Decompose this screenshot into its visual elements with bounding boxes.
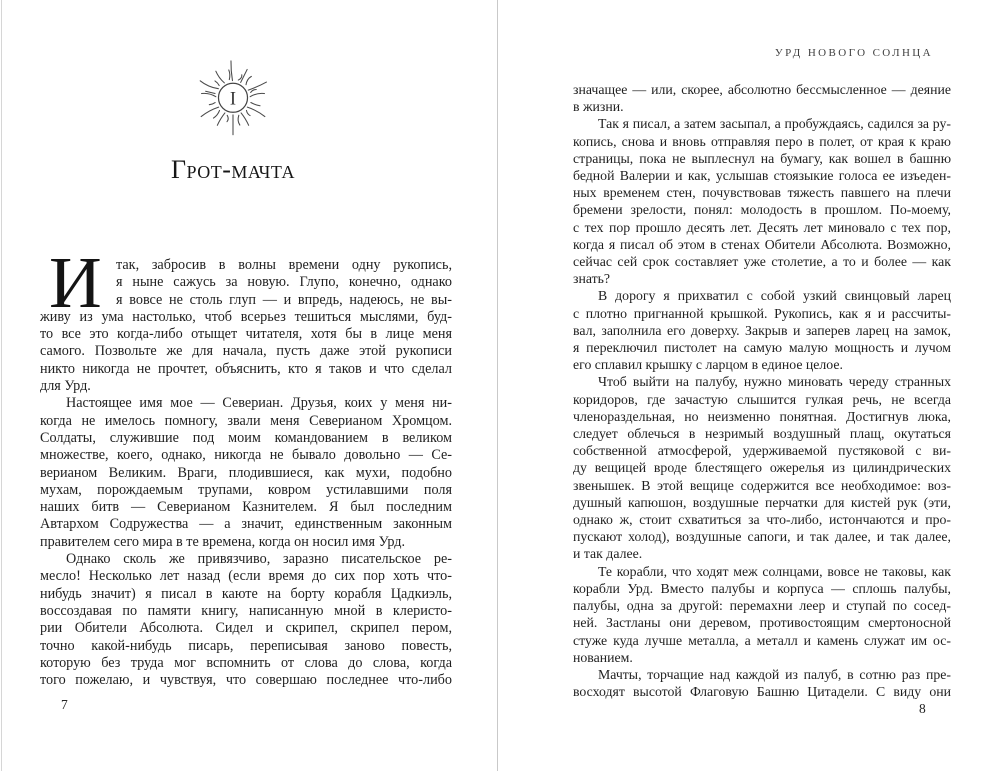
text-line: членораздельная, но неизменно понятная. Достигнув люка, (573, 408, 951, 424)
paragraph (40, 395, 452, 551)
chapter-title: Грот-мачта (171, 155, 295, 184)
text-line: следует облечься в незримый воздушный плащ, окутаться (573, 426, 951, 442)
text-line: копись, снова и вновь отправляя перо в полет, от края к краю (573, 133, 951, 149)
paragraph (573, 666, 951, 700)
text-line: того пожелаю, и чувствуя, что совершаю последнее что-либо (40, 672, 452, 689)
page-number-left: 7 (61, 697, 68, 712)
text-line: для Урд. (40, 378, 91, 395)
text-line: Солдаты, служившие под моим командованием в великом (40, 429, 452, 446)
right-page-text (573, 81, 951, 700)
text-line: Настоящее имя мое — Севериан. Друзья, коих у меня ни- (66, 395, 452, 412)
text-line: я вовсе не столь глуп — и впредь, надеюсь, не вы- (116, 291, 452, 308)
text-line: сейчас сей срок составляет уже столетие, а то и более — как (573, 254, 951, 270)
paragraph (573, 115, 951, 287)
running-header: УРД НОВОГО СОЛНЦА (774, 47, 933, 59)
text-line: палубы, одна за другой: перемахни леер и ступай по сосед- (573, 598, 951, 614)
text-line: ных временем стен, почувствовав тяжесть павшего на плечи (573, 185, 951, 201)
text-line: звенышек. В этой вещице содержится все необходимое: воз- (573, 477, 951, 493)
drop-cap: И (49, 242, 102, 323)
page-spine-divider (497, 0, 498, 771)
text-line: верианом Великим. Враги, плодившиеся, как мухи, подобно (40, 464, 452, 481)
paragraph (573, 287, 951, 373)
text-line: вал, заполнила его доверху. Закрыв и заперев ларец на замок, (573, 322, 951, 338)
text-line: то все это когда-либо отыщет читателя, хотя бы в лице меня (40, 326, 452, 343)
chapter-number: I (229, 88, 237, 109)
text-line: бремени зрелости, понял: молодость в прошлом. По-моему, (573, 202, 951, 218)
text-line: нованием. (573, 649, 633, 665)
text-line: Мачты, торчащие над каждой из палуб, в сотню раз пре- (598, 666, 951, 682)
text-line: Однако сколь же привязчиво, заразно писательское ре- (66, 551, 452, 568)
text-line: правителем сего мира в те времена, когда он носил имя Урд. (40, 533, 406, 550)
text-line: Те корабли, что ходят меж солнцами, вовсе не таковы, как (598, 563, 951, 579)
text-line: знать? (573, 271, 611, 287)
text-line: рии Обители Абсолюта. Сидел и скрипел, скрипел пером, (40, 620, 452, 637)
page-number-right: 8 (919, 701, 926, 716)
text-line: мухам, порождаемым трупами, ковром устилавшими поля (40, 481, 452, 498)
text-line: я переключил пистолет на самую малую мощность и лучом (573, 340, 951, 356)
text-line: И так, забросив в волны времени одну рукопись, (40, 257, 452, 274)
sun-ornament-icon (189, 52, 277, 140)
text-line: его сплавил крышку с ларцом в единое целое. (573, 357, 843, 373)
text-line: Автархом Содружества — а значит, единственным законным (40, 516, 452, 533)
text-line: с тех пор прошло десять лет. Десять лет миновало с тех пор, (573, 219, 951, 235)
text-line: живу из ума настолько, чтоб всерьез тешиться мыслями, буд- (40, 308, 452, 325)
paragraph (40, 242, 452, 395)
text-line: душный капюшон, воздушные перчатки для кистей рук (эти, (573, 494, 951, 510)
text-line: В дорогу я прихватил с собой узкий свинцовый ларец (598, 288, 951, 304)
text-line: ней. Застланы они деревом, противостоящим смертоносной (573, 615, 951, 631)
text-line: стуже куда лучше металла, а металл и камень служат им ос- (573, 632, 951, 648)
scan-edge-line (1, 0, 2, 771)
text-line: в жизни. (573, 99, 624, 115)
text-line: восходят высотой Флаговую Башню Цитадели. С виду они (573, 684, 951, 700)
text-line: когда я писал об этом в стенах Обители Абсолюта. Возможно, (573, 236, 951, 252)
text-line: страницы, пока не выплеснул на бумагу, как вошел в башню (573, 150, 951, 166)
text-line: корабли Урд. Вместо палубы и корпуса — сплошь палубы, (573, 580, 951, 596)
text-line: и так далее. (573, 546, 643, 562)
text-line: воссоздавая по памяти книгу, написанную мной в клеристо- (40, 602, 452, 619)
text-line: Так я писал, а затем засыпал, а пробуждаясь, садился за ру- (598, 116, 951, 132)
paragraph (40, 551, 452, 689)
text-line: Чтоб выйти на палубу, нужно миновать череду странных (598, 374, 951, 390)
text-line: когда не имелось помногу, звали меня Северианом Хромцом. (40, 412, 452, 429)
text-line: с плотно пригнанной крышкой. Рукопись, как я и рассчиты- (573, 305, 951, 321)
paragraph (573, 563, 951, 666)
text-line: однако ж, стоит схватиться за что-либо, истончаются и про- (573, 512, 951, 528)
text-line: собственной атмосферой, удерживаемой пустяковой с ви- (573, 443, 951, 459)
left-page-text (40, 242, 452, 689)
text-line: пускают холод), воздушные сапоги, и так далее, и так далее, (573, 529, 951, 545)
text-line: бедной Валерии и как, услышав стоязыкие голоса ее изъеден- (573, 168, 951, 184)
text-line: которую без труда мог вспомнить от слова до слова, когда (40, 654, 452, 671)
text-line: наших битв — Северианом Казнителем. Я был последним (40, 499, 452, 516)
text-line: значащее — или, скорее, абсолютно бессмысленное — деяние (573, 82, 951, 97)
paragraph (573, 373, 951, 562)
paragraph (573, 81, 951, 115)
text-line: месло! Несколько лет назад (если время до сих пор хоть что- (40, 568, 452, 585)
text-line: никто никогда не прочтет, объяснить, кто я таков и что сделал (40, 360, 452, 377)
text-line: нибудь значит) я писал в каюте на борту корабля Цадкиэль, (40, 585, 452, 602)
text-line: множестве, коего, однако, никогда не бывало довольно — Се- (40, 447, 452, 464)
text-line: коридоров, где зачастую слышится гулкая речь, не всегда (573, 391, 951, 407)
text-line: ду вещицей вроде блестящего ожерелья из цилиндрических (573, 460, 951, 476)
text-line: точно какой-нибудь писарь, переписывая заново повесть, (40, 637, 452, 654)
text-line: самого. Позвольте же для начала, пусть даже этой рукописи (40, 343, 452, 360)
text-line: я ныне сажусь за новую. Глупо, конечно, однако (116, 274, 452, 291)
